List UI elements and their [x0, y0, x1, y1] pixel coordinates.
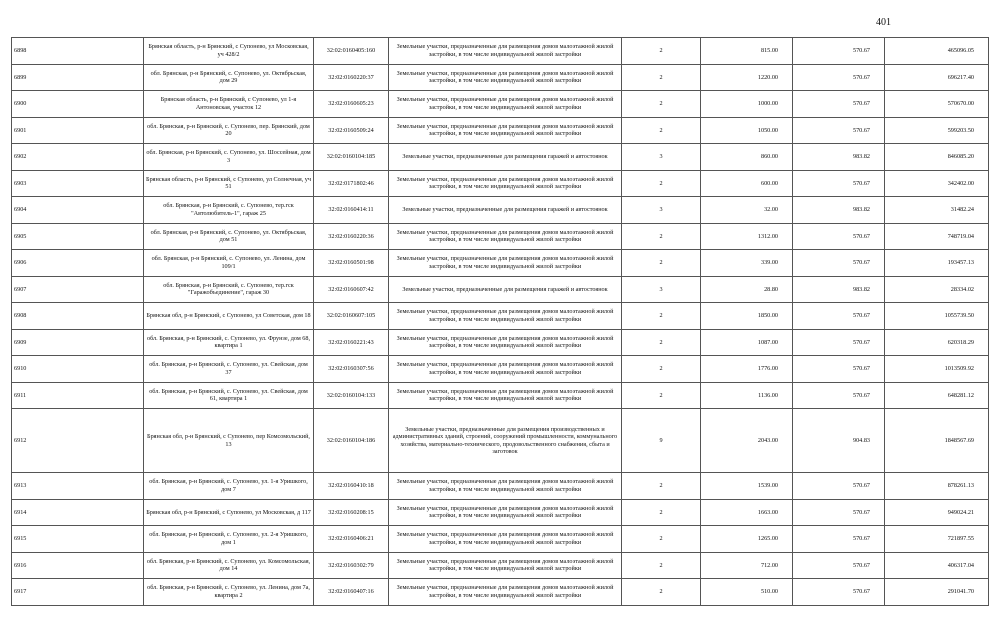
cadastral-value-cell: 193457.13 — [885, 250, 989, 277]
address-cell: обл. Брянская, р-н Брянский, с. Супонево, тер.гск "Автолюбитель-1", гараж 25 — [144, 197, 314, 224]
address-cell: Брянская обл, р-н Брянский, с Супонево, ул Советская, дом 18 — [144, 303, 314, 330]
area-cell: 712.00 — [701, 552, 793, 579]
table-row — [12, 223, 989, 250]
cadastral-number-cell: 32:02:0160607:105 — [314, 303, 389, 330]
row-number-cell: 6915 — [12, 526, 144, 553]
specific-value-cell: 570.67 — [793, 329, 885, 356]
row-number-cell: 6914 — [12, 499, 144, 526]
row-number-cell: 6909 — [12, 329, 144, 356]
cadastral-number-cell: 32:02:0160410:18 — [314, 473, 389, 500]
row-number-cell: 6900 — [12, 91, 144, 118]
group-cell: 2 — [622, 170, 701, 197]
group-cell: 3 — [622, 144, 701, 171]
table-row — [12, 276, 989, 303]
group-cell: 2 — [622, 38, 701, 65]
cadastral-number-cell: 32:02:0160220:36 — [314, 223, 389, 250]
row-number-cell: 6904 — [12, 197, 144, 224]
group-cell: 2 — [622, 356, 701, 383]
address-cell: Брянская обл, р-н Брянский, с Супонево, пер Комсомольский, 13 — [144, 409, 314, 473]
specific-value-cell: 983.82 — [793, 144, 885, 171]
row-number-cell: 6908 — [12, 303, 144, 330]
cadastral-value-cell: 406317.04 — [885, 552, 989, 579]
row-number-cell: 6916 — [12, 552, 144, 579]
area-cell: 1539.00 — [701, 473, 793, 500]
specific-value-cell: 570.67 — [793, 170, 885, 197]
land-use-cell: Земельные участки, предназначенные для размещения домов малоэтажной жилой застройки, в том числе индивидуальной жилой застройки — [389, 382, 622, 409]
group-cell: 2 — [622, 382, 701, 409]
table-row — [12, 499, 989, 526]
land-use-cell: Земельные участки, предназначенные для размещения домов малоэтажной жилой застройки, в том числе индивидуальной жилой застройки — [389, 38, 622, 65]
cadastral-value-cell: 291041.70 — [885, 579, 989, 606]
cadastral-value-cell: 342402.00 — [885, 170, 989, 197]
group-cell: 2 — [622, 117, 701, 144]
address-cell: обл. Брянская, р-н Брянский, с. Супонево, ул. 1-я Уришкого, дом 7 — [144, 473, 314, 500]
cadastral-number-cell: 32:02:0160104:186 — [314, 409, 389, 473]
area-cell: 2043.00 — [701, 409, 793, 473]
land-use-cell: Земельные участки, предназначенные для размещения домов малоэтажной жилой застройки, в том числе индивидуальной жилой застройки — [389, 329, 622, 356]
land-use-cell: Земельные участки, предназначенные для размещения домов малоэтажной жилой застройки, в том числе индивидуальной жилой застройки — [389, 223, 622, 250]
area-cell: 860.00 — [701, 144, 793, 171]
land-use-cell: Земельные участки, предназначенные для размещения домов малоэтажной жилой застройки, в том числе индивидуальной жилой застройки — [389, 250, 622, 277]
table-row — [12, 356, 989, 383]
group-cell: 3 — [622, 197, 701, 224]
row-number-cell: 6903 — [12, 170, 144, 197]
specific-value-cell: 904.83 — [793, 409, 885, 473]
table-row — [12, 38, 989, 65]
area-cell: 28.80 — [701, 276, 793, 303]
table-row — [12, 473, 989, 500]
table-row — [12, 91, 989, 118]
group-cell: 2 — [622, 329, 701, 356]
cadastral-number-cell: 32:02:0171802:46 — [314, 170, 389, 197]
area-cell: 339.00 — [701, 250, 793, 277]
area-cell: 600.00 — [701, 170, 793, 197]
cadastral-value-cell: 949024.21 — [885, 499, 989, 526]
cadastral-value-cell: 846085.20 — [885, 144, 989, 171]
specific-value-cell: 570.67 — [793, 579, 885, 606]
address-cell: Брянская область, р-н Брянский, с Супонево, ул Солнечная, уч 51 — [144, 170, 314, 197]
table-row — [12, 382, 989, 409]
address-cell: обл. Брянская, р-н Брянский, с. Супонево, ул. Шоссейная, дом 3 — [144, 144, 314, 171]
specific-value-cell: 983.82 — [793, 276, 885, 303]
specific-value-cell: 570.67 — [793, 38, 885, 65]
cadastral-number-cell: 32:02:0160302:79 — [314, 552, 389, 579]
specific-value-cell: 570.67 — [793, 356, 885, 383]
specific-value-cell: 570.67 — [793, 499, 885, 526]
row-number-cell: 6906 — [12, 250, 144, 277]
cadastral-value-cell: 1013509.92 — [885, 356, 989, 383]
cadastral-value-cell: 570670.00 — [885, 91, 989, 118]
group-cell: 2 — [622, 526, 701, 553]
row-number-cell: 6902 — [12, 144, 144, 171]
table-row — [12, 579, 989, 606]
cadastral-number-cell: 32:02:0160407:16 — [314, 579, 389, 606]
land-use-cell: Земельные участки, предназначенные для размещения гаражей и автостоянок — [389, 276, 622, 303]
cadastral-value-table — [11, 37, 989, 606]
address-cell: обл. Брянская, р-н Брянский, с. Супонево, ул. Октябрьская, дом 29 — [144, 64, 314, 91]
address-cell: обл. Брянская, р-н Брянский, с. Супонево, ул. Свейская, дом 37 — [144, 356, 314, 383]
group-cell: 2 — [622, 250, 701, 277]
specific-value-cell: 983.82 — [793, 197, 885, 224]
cadastral-value-cell: 1055739.50 — [885, 303, 989, 330]
land-use-cell: Земельные участки, предназначенные для размещения домов малоэтажной жилой застройки, в том числе индивидуальной жилой застройки — [389, 552, 622, 579]
cadastral-number-cell: 32:02:0160104:185 — [314, 144, 389, 171]
address-cell: Брянская область, р-н Брянский, с Супонево, ул 1-я Антоновская, участок 12 — [144, 91, 314, 118]
group-cell: 3 — [622, 276, 701, 303]
area-cell: 1312.00 — [701, 223, 793, 250]
area-cell: 1050.00 — [701, 117, 793, 144]
area-cell: 1850.00 — [701, 303, 793, 330]
cadastral-value-cell: 1848567.69 — [885, 409, 989, 473]
cadastral-value-cell: 721897.55 — [885, 526, 989, 553]
table-row — [12, 303, 989, 330]
table-row — [12, 250, 989, 277]
table-row — [12, 144, 989, 171]
cadastral-number-cell: 32:02:0160406:21 — [314, 526, 389, 553]
specific-value-cell: 570.67 — [793, 303, 885, 330]
cadastral-number-cell: 32:02:0160607:42 — [314, 276, 389, 303]
table-row — [12, 170, 989, 197]
area-cell: 1265.00 — [701, 526, 793, 553]
land-use-cell: Земельные участки, предназначенные для размещения домов малоэтажной жилой застройки, в том числе индивидуальной жилой застройки — [389, 356, 622, 383]
cadastral-number-cell: 32:02:0160405:160 — [314, 38, 389, 65]
address-cell: обл. Брянская, р-н Брянский, с. Супонево, ул. Комсомольская, дом 14 — [144, 552, 314, 579]
address-cell: обл. Брянская, р-н Брянский, с. Супонево, тер.гск "Гаражобъединение", гараж 30 — [144, 276, 314, 303]
address-cell: обл. Брянская, р-н Брянский, с. Супонево, ул. Ленина, дом 7а, квартира 2 — [144, 579, 314, 606]
specific-value-cell: 570.67 — [793, 382, 885, 409]
group-cell: 9 — [622, 409, 701, 473]
row-number-cell: 6901 — [12, 117, 144, 144]
table-row — [12, 197, 989, 224]
land-use-cell: Земельные участки, предназначенные для размещения домов малоэтажной жилой застройки, в том числе индивидуальной жилой застройки — [389, 170, 622, 197]
address-cell: обл. Брянская, р-н Брянский, с. Супонево, ул. Ленина, дом 109/1 — [144, 250, 314, 277]
area-cell: 1663.00 — [701, 499, 793, 526]
table-row — [12, 117, 989, 144]
cadastral-value-cell: 620318.29 — [885, 329, 989, 356]
cadastral-number-cell: 32:02:0160307:56 — [314, 356, 389, 383]
area-cell: 1220.00 — [701, 64, 793, 91]
row-number-cell: 6917 — [12, 579, 144, 606]
table-row — [12, 526, 989, 553]
land-use-cell: Земельные участки, предназначенные для размещения домов малоэтажной жилой застройки, в том числе индивидуальной жилой застройки — [389, 117, 622, 144]
table-row — [12, 409, 989, 473]
land-use-cell: Земельные участки, предназначенные для размещения домов малоэтажной жилой застройки, в том числе индивидуальной жилой застройки — [389, 579, 622, 606]
address-cell: обл. Брянская, р-н Брянский, с. Супонево, ул. Фрунзе, дом 68, квартира 1 — [144, 329, 314, 356]
group-cell: 2 — [622, 552, 701, 579]
row-number-cell: 6905 — [12, 223, 144, 250]
address-cell: Брянская область, р-н Брянский, с Супонево, ул Московская, уч 428/2 — [144, 38, 314, 65]
specific-value-cell: 570.67 — [793, 526, 885, 553]
area-cell: 815.00 — [701, 38, 793, 65]
group-cell: 2 — [622, 579, 701, 606]
specific-value-cell: 570.67 — [793, 91, 885, 118]
land-use-cell: Земельные участки, предназначенные для размещения гаражей и автостоянок — [389, 197, 622, 224]
row-number-cell: 6912 — [12, 409, 144, 473]
page-number: 401 — [876, 17, 891, 28]
land-use-cell: Земельные участки, предназначенные для размещения домов малоэтажной жилой застройки, в том числе индивидуальной жилой застройки — [389, 499, 622, 526]
area-cell: 1136.00 — [701, 382, 793, 409]
cadastral-value-cell: 878261.13 — [885, 473, 989, 500]
cadastral-number-cell: 32:02:0160501:98 — [314, 250, 389, 277]
group-cell: 2 — [622, 91, 701, 118]
cadastral-value-cell: 28334.02 — [885, 276, 989, 303]
address-cell: Брянская обл, р-н Брянский, с Супонево, ул Московская, д 117 — [144, 499, 314, 526]
cadastral-value-cell: 465096.05 — [885, 38, 989, 65]
land-use-cell: Земельные участки, предназначенные для размещения гаражей и автостоянок — [389, 144, 622, 171]
cadastral-value-cell: 696217.40 — [885, 64, 989, 91]
row-number-cell: 6907 — [12, 276, 144, 303]
area-cell: 510.00 — [701, 579, 793, 606]
specific-value-cell: 570.67 — [793, 64, 885, 91]
cadastral-value-cell: 648281.12 — [885, 382, 989, 409]
cadastral-number-cell: 32:02:0160220:37 — [314, 64, 389, 91]
group-cell: 2 — [622, 223, 701, 250]
cadastral-value-cell: 599203.50 — [885, 117, 989, 144]
group-cell: 2 — [622, 303, 701, 330]
address-cell: обл. Брянская, р-н Брянский, с. Супонево, ул. Октябрьская, дом 51 — [144, 223, 314, 250]
specific-value-cell: 570.67 — [793, 473, 885, 500]
row-number-cell: 6910 — [12, 356, 144, 383]
row-number-cell: 6913 — [12, 473, 144, 500]
specific-value-cell: 570.67 — [793, 117, 885, 144]
cadastral-number-cell: 32:02:0160104:133 — [314, 382, 389, 409]
area-cell: 32.00 — [701, 197, 793, 224]
land-use-cell: Земельные участки, предназначенные для размещения производственных и административных зданий, строений, сооружений промышленности, коммунального хозяйства, материально-технического, продовольственного снабжения, сбыта и заготовок — [389, 409, 622, 473]
land-use-cell: Земельные участки, предназначенные для размещения домов малоэтажной жилой застройки, в том числе индивидуальной жилой застройки — [389, 473, 622, 500]
area-cell: 1000.00 — [701, 91, 793, 118]
address-cell: обл. Брянская, р-н Брянский, с. Супонево, ул. Свейская, дом 61, квартира 1 — [144, 382, 314, 409]
land-use-cell: Земельные участки, предназначенные для размещения домов малоэтажной жилой застройки, в том числе индивидуальной жилой застройки — [389, 64, 622, 91]
cadastral-number-cell: 32:02:0160208:15 — [314, 499, 389, 526]
area-cell: 1087.00 — [701, 329, 793, 356]
cadastral-number-cell: 32:02:0160605:23 — [314, 91, 389, 118]
area-cell: 1776.00 — [701, 356, 793, 383]
group-cell: 2 — [622, 499, 701, 526]
cadastral-number-cell: 32:02:0160414:11 — [314, 197, 389, 224]
table-row — [12, 552, 989, 579]
row-number-cell: 6899 — [12, 64, 144, 91]
cadastral-value-cell: 31482.24 — [885, 197, 989, 224]
land-use-cell: Земельные участки, предназначенные для размещения домов малоэтажной жилой застройки, в том числе индивидуальной жилой застройки — [389, 91, 622, 118]
table-row — [12, 64, 989, 91]
row-number-cell: 6898 — [12, 38, 144, 65]
cadastral-number-cell: 32:02:0160221:43 — [314, 329, 389, 356]
land-use-cell: Земельные участки, предназначенные для размещения домов малоэтажной жилой застройки, в том числе индивидуальной жилой застройки — [389, 303, 622, 330]
row-number-cell: 6911 — [12, 382, 144, 409]
group-cell: 2 — [622, 64, 701, 91]
specific-value-cell: 570.67 — [793, 552, 885, 579]
land-use-cell: Земельные участки, предназначенные для размещения домов малоэтажной жилой застройки, в том числе индивидуальной жилой застройки — [389, 526, 622, 553]
cadastral-number-cell: 32:02:0160509:24 — [314, 117, 389, 144]
table-row — [12, 329, 989, 356]
address-cell: обл. Брянская, р-н Брянский, с. Супонево, пер. Брянский, дом 20 — [144, 117, 314, 144]
specific-value-cell: 570.67 — [793, 223, 885, 250]
specific-value-cell: 570.67 — [793, 250, 885, 277]
table-body — [12, 38, 989, 606]
address-cell: обл. Брянская, р-н Брянский, с. Супонево, ул. 2-я Уришкого, дом 1 — [144, 526, 314, 553]
cadastral-value-cell: 748719.04 — [885, 223, 989, 250]
group-cell: 2 — [622, 473, 701, 500]
